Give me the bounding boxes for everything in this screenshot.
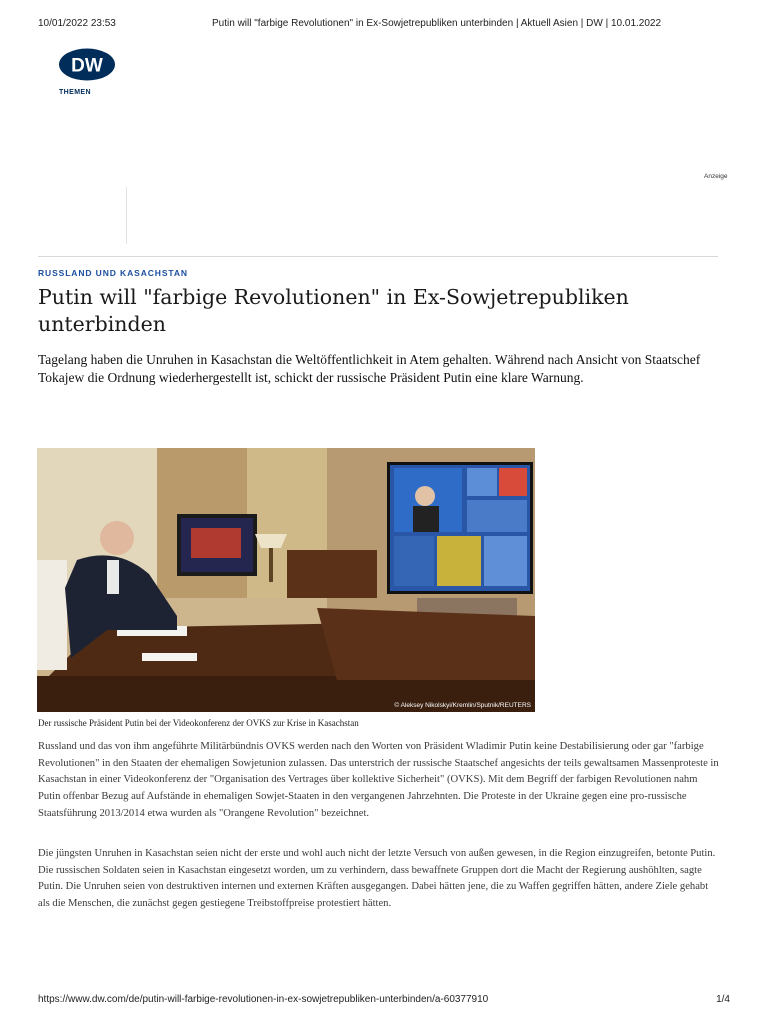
article-paragraph: Die jüngsten Unruhen in Kasachstan seien nicht der erste und wohl auch nicht der letzte Versuch von außen gewesen, in die Region einzugreifen, betonte Putin. Die russischen Soldaten seien in Kasachstan eingesetzt worden, um zu verhindern, dass bewaffnete Gruppen dort die Macht der Regierung aushöhlten, sagte Putin. Die Unruhen seien von destruktiven internen und externen Kräften ausgegangen. Dabei hätten jene, die zu Waffen gegriffen hätten, andere Ziele gehabt als die Menschen, die zunächst gegen gestiegene Treibstoffpreise protestiert hätten. — [38, 848, 716, 910]
article-paragraph: Russland und das von ihm angeführte Militärbündnis OVKS werden nach den Worten von Präsident Wladimir Putin keine Destabilisierung oder gar "farbige Revolutionen" in den Staaten der ehemaligen Sowjetunion zulassen. Das unterstrich der russische Staatschef angesichts der teils gewaltsamen Massenproteste in Kasachstan in einer Videokonferenz der "Organisation des Vertrages über kollektive Sicherheit" (OVKS). Mit dem Begriff der farbigen Revolutionen nahm Putin offenbar Bezug auf Aufstände in ehemaligen Sowjet-Staaten in den vergangenen Jahrzehnten. Die Proteste in der Ukraine gegen eine pro-russische Staatsführung 2013/2014 etwa wurden als "Orangene Revolution" bezeichnet. — [38, 741, 719, 819]
print-footer — [38, 994, 730, 1008]
article-photo — [37, 448, 535, 712]
print-page-number: 1/4 — [716, 994, 730, 1005]
print-footer-url: https://www.dw.com/de/putin-will-farbige-revolutionen-in-ex-sowjetrepubliken-unterbinden/a-60377910 — [38, 994, 489, 1005]
photo-illustration — [37, 448, 535, 712]
article-kicker[interactable]: RUSSLAND UND KASACHSTAN — [38, 268, 188, 278]
photo-caption: Der russische Präsident Putin bei der Videokonferenz der OVKS zur Krise in Kasachstan — [38, 718, 359, 728]
print-header — [38, 18, 730, 32]
print-date: 10/01/2022 23:53 — [38, 18, 116, 29]
dw-logo-icon — [58, 48, 116, 81]
article-teaser: Tagelang haben die Unruhen in Kasachstan die Weltöffentlichkeit in Atem gehalten. Während nach Ansicht von Staatschef Tokajew die Ordnung wiederhergestellt ist, schickt der russische Präsident Putin eine klare Warnung. — [38, 352, 701, 385]
photo-credit: © Aleksey Nikolskyi/Kremlin/Sputnik/REUTERS — [394, 702, 531, 709]
article-headline: Putin will "farbige Revolutionen" in Ex-Sowjetrepubliken unterbinden — [38, 285, 629, 336]
header-rule — [38, 256, 718, 257]
print-page-title: Putin will "farbige Revolutionen" in Ex-Sowjetrepubliken unterbinden | Aktuell Asien | DW | 10.01.2022 — [212, 18, 662, 29]
logo-subtitle-themen[interactable]: THEMEN — [59, 89, 91, 96]
ad-label: Anzeige — [704, 173, 728, 180]
dw-logo-text: DW — [71, 55, 103, 77]
dw-logo[interactable] — [58, 48, 116, 81]
ad-divider — [126, 187, 127, 244]
